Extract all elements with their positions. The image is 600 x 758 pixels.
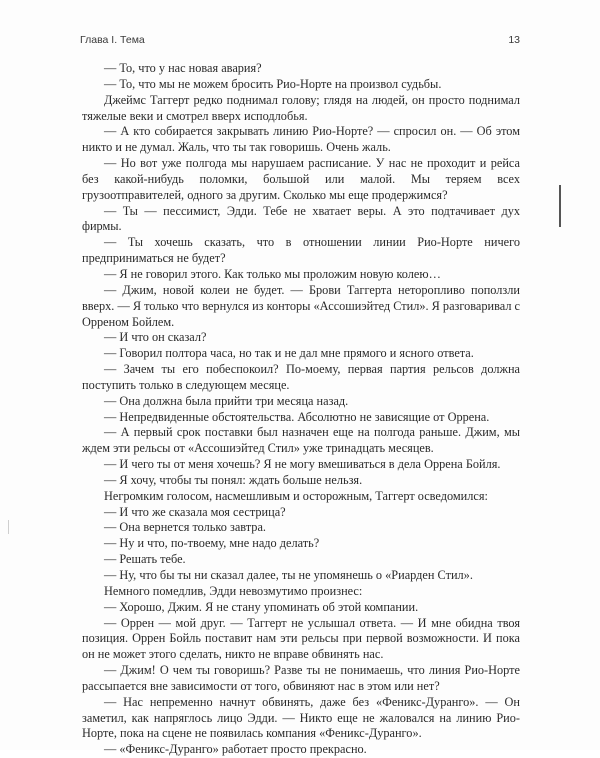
paragraph: — Я не говорил этого. Как только мы проложим новую колею… (104, 266, 441, 281)
paragraph: — И чего ты от меня хочешь? Я не могу вмешиваться в дела Оррена Бойля. (104, 457, 501, 472)
paragraph: — Непредвиденные обстоятельства. Абсолютно не зависящие от Оррена. (104, 409, 490, 424)
scan-artifact-mark (8, 520, 9, 534)
paragraph: — То, что мы не можем бросить Рио-Норте на произвол судьбы. (104, 76, 442, 91)
paragraph: Немного помедлив, Эдди невозмутимо произнес: (104, 583, 363, 598)
paragraph: — И что он сказал? (104, 330, 207, 345)
paragraph: — И что же сказала моя сестрица? (104, 504, 286, 519)
paragraph: — Она вернется только завтра. (104, 520, 266, 535)
page-number: 13 (508, 34, 520, 46)
paragraph: — Хорошо, Джим. Я не стану упоминать об этой компании. (104, 599, 419, 614)
paragraph: — А кто собирается закрывать линию Рио-Норте? — спросил он. — Об этом никто и не думал. Жаль, что ты так говоришь. Очень жаль. (82, 124, 520, 155)
paragraph: — Зачем ты его побеспокоил? По-моему, первая партия рельсов должна поступить только в следующем месяце. (82, 362, 520, 392)
paragraph: — «Феникс-Дуранго» работает просто прекрасно. (104, 742, 367, 757)
page-edge-mark (559, 185, 561, 227)
paragraph: — Я хочу, чтобы ты понял: ждать больше нельзя. (104, 472, 363, 487)
paragraph: — Ну, что бы ты ни сказал далее, ты не упомянешь о «Риарден Стил». (104, 568, 473, 582)
paragraph: — Ну и что, по-твоему, мне надо делать? (104, 536, 320, 551)
paragraph: — Она должна была прийти три месяца назад. (104, 393, 349, 408)
paragraph: — То, что у нас новая авария? (104, 61, 262, 75)
paragraph: — Ты хочешь сказать, что в отношении линии Рио-Норте ничего предприниматься не будет? (82, 235, 520, 266)
paragraph: — Оррен — мой друг. — Таггерт не услышал ответа. — И мне обидна твоя позиция. Оррен Бойль поставит нам эти рельсы при первой возможности. И пока он не может этого сделать, никто не вправе обвинять нас. (82, 615, 520, 662)
paragraph: — Ты — пессимист, Эдди. Тебе не хватает веры. А это подтачивает дух фирмы. (82, 203, 520, 234)
running-title: Глава I. Тема (80, 34, 145, 46)
body-text (82, 61, 520, 758)
paragraph: — Джим! О чем ты говоришь? Разве ты не понимаешь, что линия Рио-Норте рассыпается вне зависимости от того, обвиняют нас в этом или нет? (82, 663, 520, 693)
paragraph: — Говорил полтора часа, но так и не дал мне прямого и ясного ответа. (104, 346, 474, 361)
paragraph: Джеймс Таггерт редко поднимал голову; глядя на людей, он просто поднимал тяжелые веки и смотрел вверх исподлобья. (82, 92, 520, 123)
paragraph: — Но вот уже полгода мы нарушаем расписание. У нас не проходит и рейса без какой-нибудь поломки, большой или малой. Мы теряем всех грузоотправителей, одного за другим. Сколько мы еще продержимся? (82, 156, 520, 202)
paragraph: — Нас непременно начнут обвинять, даже без «Феникс-Дуранго». — Он заметил, как напряглось лицо Эдди. — Никто еще не жаловался на линию Рио-Норте, пока на сцене не появилась компания «Феникс-Дуранго». (82, 694, 520, 741)
paragraph: — Джим, новой колеи не будет. — Брови Таггерта неторопливо поползли вверх. — Я только что вернулся из конторы «Ассошиэйтед Стил». Я разговаривал с Орреном Бойлем. (82, 282, 520, 329)
page-header (80, 34, 520, 50)
paragraph: — А первый срок поставки был назначен еще на полгода раньше. Джим, мы ждем эти рельсы от «Ассошиэйтед Стил» уже тринадцать месяцев. (82, 425, 520, 456)
paragraph: Негромким голосом, насмешливым и осторожным, Таггерт осведомился: (104, 488, 488, 503)
paragraph: — Решать тебе. (104, 552, 186, 567)
